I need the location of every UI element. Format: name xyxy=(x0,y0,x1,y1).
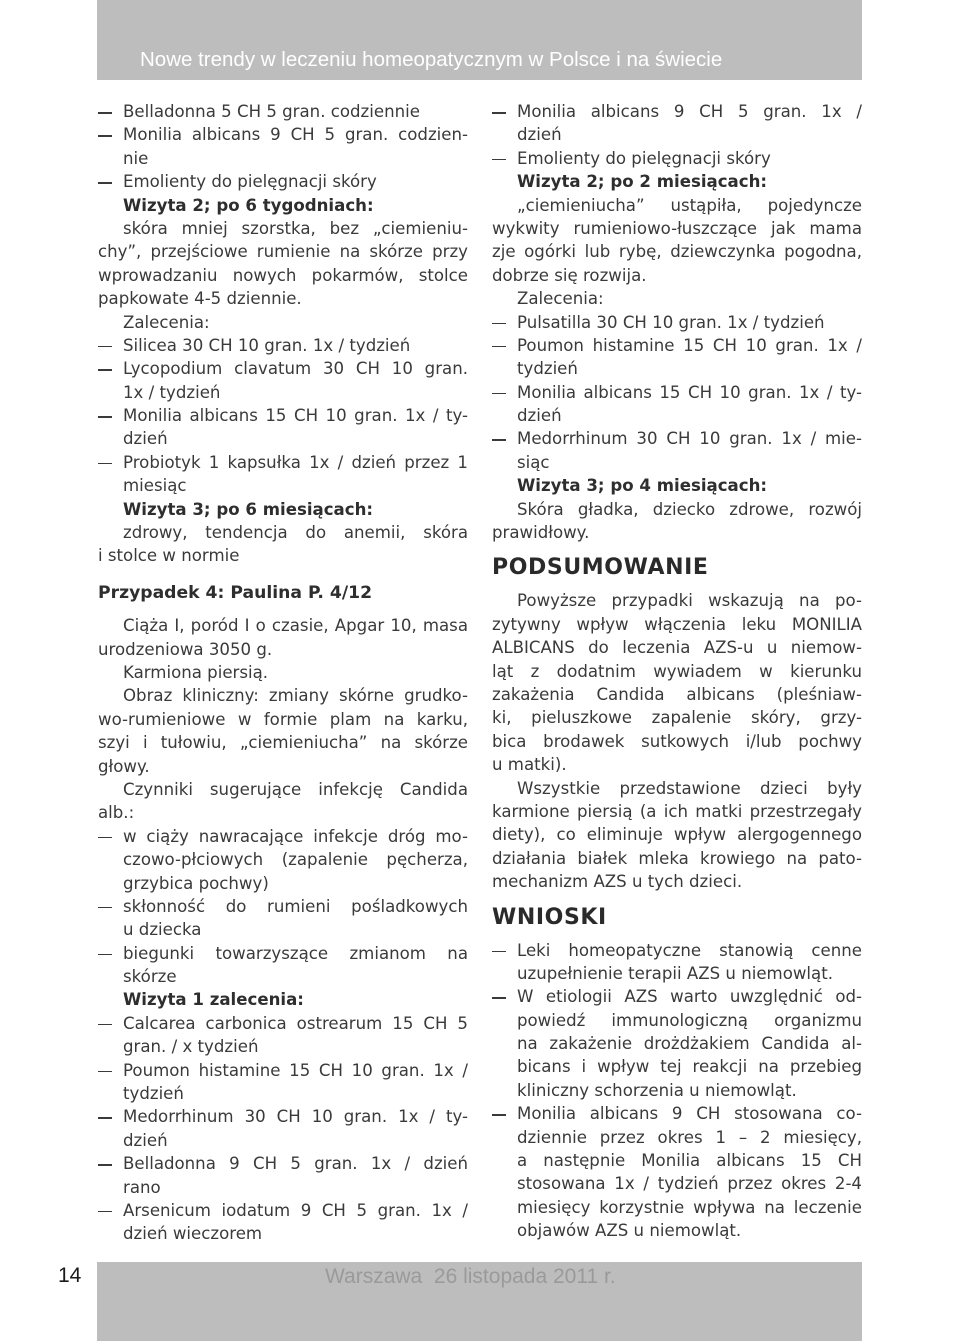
list-item: Silicea 30 CH 10 gran. 1x / tydzień xyxy=(98,334,468,357)
visit-heading: Wizyta 1 zalecenia: xyxy=(123,990,304,1010)
list-item: Belladonna 9 CH 5 gran. 1x / dzień xyxy=(98,1152,468,1175)
list-item: Poumon histamine 15 CH 10 gran. 1x / xyxy=(492,334,862,357)
paragraph-line: Obraz kliniczny: zmiany skórne grudko- xyxy=(123,686,468,706)
paragraph-line: Karmiona piersią. xyxy=(123,662,269,682)
list-item-continuation: tydzień xyxy=(123,1084,184,1104)
list-item-continuation: czowo-płciowych (zapalenie pęcherza, xyxy=(123,850,468,870)
footer-event-date: Warszawa 26 listopada 2011 r. xyxy=(325,1265,616,1288)
visit-heading: Wizyta 2; po 2 miesiącach: xyxy=(517,172,768,192)
list-item-continuation: miesięcy korzystnie wpływa na leczenie xyxy=(517,1197,862,1217)
list-item: Monilia albicans 9 CH stosowana co- xyxy=(492,1102,862,1125)
list-item: biegunki towarzyszące zmianom na xyxy=(98,942,468,965)
list-item: Emolienty do pielęgnacji skóry xyxy=(98,170,468,193)
paragraph-line: zakażenia Candida albicans (pleśniaw- xyxy=(492,684,862,704)
list-item: Monilia albicans 9 CH 5 gran. 1x / xyxy=(492,100,862,123)
visit-heading: Wizyta 3; po 4 miesiącach: xyxy=(517,476,768,496)
paragraph-line: chy”, przejściowe rumienie na skórze przy xyxy=(98,242,468,262)
paragraph-line: działania białek mleka krowiego na pato- xyxy=(492,848,862,868)
paragraph-line: bica brodawek sutkowych i/lub pochwy xyxy=(492,731,862,751)
paragraph-line: zdrowy, tendencja do anemii, skóra xyxy=(123,523,468,543)
recommendations-label: Zalecenia: xyxy=(123,312,210,332)
list-item-continuation: dzień xyxy=(517,406,562,426)
left-column xyxy=(98,100,468,1246)
list-item-continuation: 1x / tydzień xyxy=(123,382,221,402)
list-item-continuation: nie xyxy=(123,148,149,168)
paragraph-line: Czynniki sugerujące infekcję Candida xyxy=(123,779,468,799)
list-item-continuation: gran. / x tydzień xyxy=(123,1037,259,1057)
paragraph-line: alb.: xyxy=(98,803,135,823)
paragraph-line: papkowate 4-5 dziennie. xyxy=(98,289,302,309)
paragraph-line: głowy. xyxy=(98,756,150,776)
paragraph-line: wo-rumieniowe w formie plam na karku, xyxy=(98,709,468,729)
list-item: skłonność do rumieni pośladkowych xyxy=(98,895,468,918)
list-item: Belladonna 5 CH 5 gran. codziennie xyxy=(98,100,468,123)
list-item-continuation: dzień wieczorem xyxy=(123,1224,263,1244)
list-item-continuation: objawów AZS u niemowląt. xyxy=(517,1221,742,1241)
visit-heading: Wizyta 2; po 6 tygodniach: xyxy=(123,195,374,215)
list-item-continuation: bicans i wpływ tej reakcji na przebieg xyxy=(517,1057,862,1077)
list-item-continuation: stosowana 1x / tydzień przez okres 2-4 xyxy=(517,1174,862,1194)
list-item-continuation: uzupełnienie terapii AZS u niemowląt. xyxy=(517,963,833,983)
recommendations-label: Zalecenia: xyxy=(517,289,604,309)
list-item-continuation: tydzień xyxy=(517,359,578,379)
list-item: Pulsatilla 30 CH 10 gran. 1x / tydzień xyxy=(492,311,862,334)
case-heading: Przypadek 4: Paulina P. 4/12 xyxy=(98,582,373,603)
list-item: Monilia albicans 9 CH 5 gran. codzien- xyxy=(98,123,468,146)
list-item-continuation: skórze xyxy=(123,967,177,987)
list-item-continuation: rano xyxy=(123,1177,161,1197)
summary-heading: PODSUMOWANIE xyxy=(492,555,709,581)
list-item-continuation: powiedź immunologiczną organizmu xyxy=(517,1010,862,1030)
list-item-continuation: dzień xyxy=(123,429,168,449)
list-item: Lycopodium clavatum 30 CH 10 gran. xyxy=(98,357,468,380)
right-column xyxy=(492,100,862,1243)
running-header-title: Nowe trendy w leczeniu homeopatycznym w Polsce i na świecie xyxy=(140,48,723,71)
paragraph-line: dobrze się rozwija. xyxy=(492,265,647,285)
paragraph-line: i stolce w normie xyxy=(98,546,240,566)
paragraph-line: ki, pieluszkowe zapalenie skóry, grzy- xyxy=(492,708,862,728)
list-item: Calcarea carbonica ostrearum 15 CH 5 xyxy=(98,1012,468,1035)
list-item-continuation: kliniczny schorzenia u niemowląt. xyxy=(517,1080,797,1100)
paragraph-line: zytywny wpływ włączenia leku MONILIA xyxy=(492,614,862,634)
list-item: Probiotyk 1 kapsułka 1x / dzień przez 1 xyxy=(98,451,468,474)
conclusions-heading: WNIOSKI xyxy=(492,904,607,930)
list-item-continuation: dzień xyxy=(123,1130,168,1150)
list-item: W etiologii AZS warto uwzględnić od- xyxy=(492,985,862,1008)
list-item-continuation: a następnie Monilia albicans 15 CH xyxy=(517,1151,862,1171)
paragraph-line: „ciemieniucha” ustąpiła, pojedyncze xyxy=(517,195,862,215)
paragraph-line: Ciąża I, poród I o czasie, Apgar 10, masa xyxy=(123,616,468,636)
list-item-continuation: na zakażenie drożdżakiem Candida al- xyxy=(517,1034,862,1054)
paragraph-line: u matki). xyxy=(492,755,567,775)
paragraph-line: diety), co eliminuje wpływ alergogennego xyxy=(492,825,862,845)
paragraph-line: karmione piersią (a ich matki przestrzegały xyxy=(492,801,862,821)
list-item: Monilia albicans 15 CH 10 gran. 1x / ty- xyxy=(98,404,468,427)
paragraph-line: ALBICANS do leczenia AZS-u u niemow- xyxy=(492,638,862,658)
list-item-continuation: miesiąc xyxy=(123,476,187,496)
paragraph-line: Powyższe przypadki wskazują na po- xyxy=(517,591,862,611)
paragraph-line: Wszystkie przedstawione dzieci były xyxy=(517,778,862,798)
paragraph-line: mechanizm AZS u tych dzieci. xyxy=(492,872,743,892)
paragraph-line: ląt z dodatnim wywiadem w kierunku xyxy=(492,661,862,681)
list-item: Poumon histamine 15 CH 10 gran. 1x / xyxy=(98,1059,468,1082)
list-item: Medorrhinum 30 CH 10 gran. 1x / mie- xyxy=(492,427,862,450)
page-number: 14 xyxy=(58,1264,82,1287)
paragraph-line: wykwity rumieniowo-łuszczące jak mama xyxy=(492,218,862,238)
list-item: Leki homeopatyczne stanowią cenne xyxy=(492,939,862,962)
paragraph-line: skóra mniej szorstka, bez „ciemieniu- xyxy=(123,218,468,238)
list-item-continuation: u dziecka xyxy=(123,920,202,940)
paragraph-line: wprowadzaniu nowych pokarmów, stolce xyxy=(98,265,468,285)
list-item: Medorrhinum 30 CH 10 gran. 1x / ty- xyxy=(98,1105,468,1128)
list-item-continuation: dziennie przez okres 1 – 2 miesięcy, xyxy=(517,1127,862,1147)
list-item: w ciąży nawracające infekcje dróg mo- xyxy=(98,825,468,848)
visit-heading: Wizyta 3; po 6 miesiącach: xyxy=(123,499,374,519)
list-item-continuation: siąc xyxy=(517,452,550,472)
list-item-continuation: dzień xyxy=(517,125,562,145)
paragraph-line: prawidłowy. xyxy=(492,523,590,543)
paragraph-line: zje ogórki lub rybę, dziewczynka pogodna, xyxy=(492,242,862,262)
paragraph-line: urodzeniowa 3050 g. xyxy=(98,639,273,659)
list-item: Monilia albicans 15 CH 10 gran. 1x / ty- xyxy=(492,381,862,404)
list-item: Emolienty do pielęgnacji skóry xyxy=(492,147,862,170)
paragraph-line: Skóra gładka, dziecko zdrowe, rozwój xyxy=(517,499,862,519)
list-item: Arsenicum iodatum 9 CH 5 gran. 1x / xyxy=(98,1199,468,1222)
list-item-continuation: grzybica pochwy) xyxy=(123,873,269,893)
paragraph-line: szyi i tułowiu, „ciemieniucha” na skórze xyxy=(98,733,468,753)
